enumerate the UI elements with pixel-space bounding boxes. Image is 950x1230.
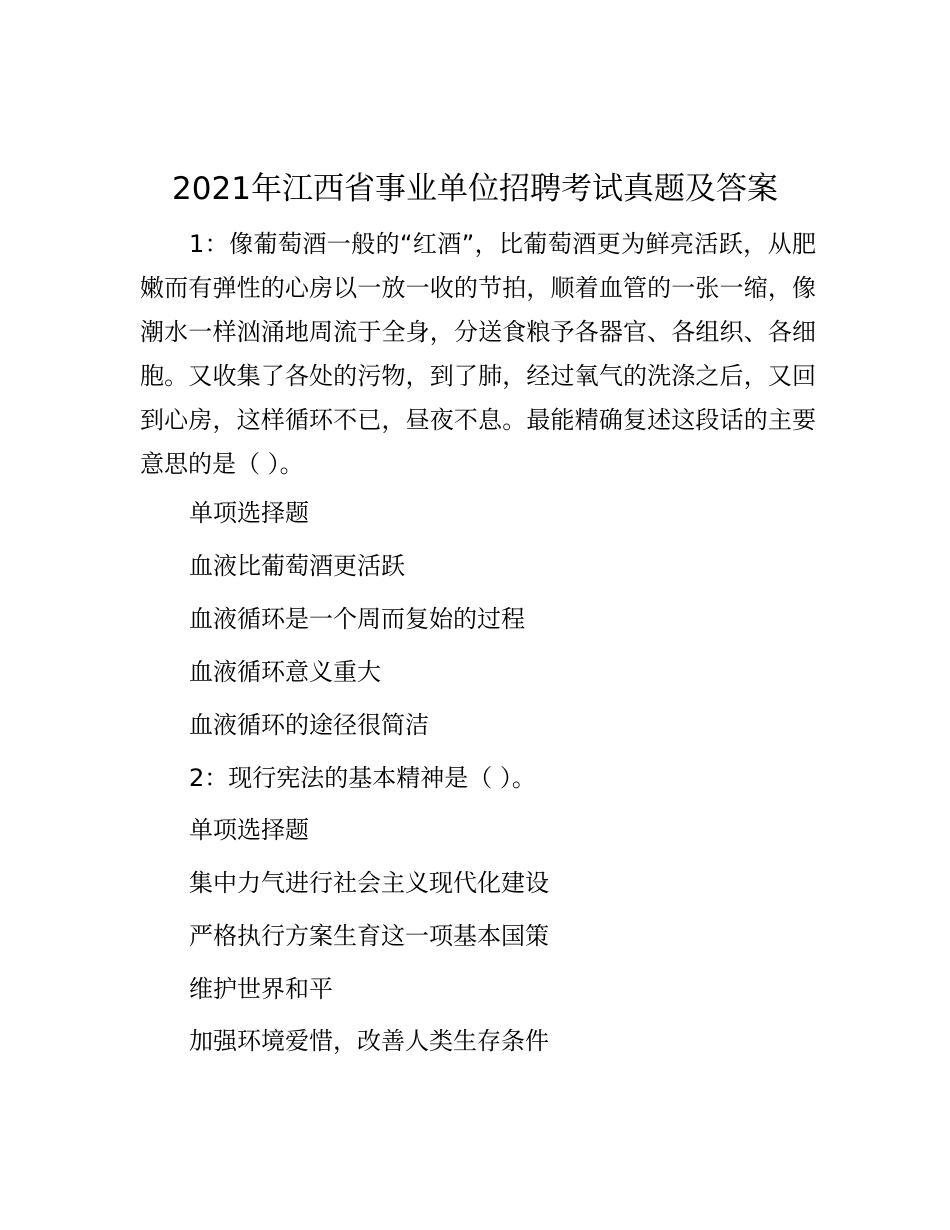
question-2-option-c: 维护世界和平 (189, 975, 333, 1003)
question-2-option-d: 加强环境爱惜，改善人类生存条件 (189, 1027, 549, 1055)
question-1-option-c: 血液循环意义重大 (189, 658, 381, 686)
question-2-option-b: 严格执行方案生育这一项基本国策 (189, 922, 549, 950)
question-2-option-a: 集中力气进行社会主义现代化建设 (189, 869, 549, 897)
document-title: 2021年江西省事业单位招聘考试真题及答案 (172, 171, 778, 207)
question-1-option-b: 血液循环是一个周而复始的过程 (189, 605, 525, 633)
question-1-option-d: 血液循环的途径很简洁 (189, 711, 429, 739)
question-1-stem: 1：像葡萄酒一般的“红酒”，比葡萄酒更为鲜亮活跃，从肥嫩而有弹性的心房以一放一收的节拍，顺着血管的一张一缩，像潮水一样汹涌地周流于全身，分送食粮予各器官、各组织、各细胞。又收集了各处的污物，到了肺，经过氧气的洗涤之后，又回到心房，这样循环不已，昼夜不息。最能精确复述这段话的主要意思的是（ ）。 (140, 230, 816, 478)
question-1-option-a: 血液比葡萄酒更活跃 (189, 552, 405, 580)
question-1-type: 单项选择题 (189, 499, 309, 527)
question-2-stem: 2：现行宪法的基本精神是（ ）。 (189, 764, 536, 792)
question-2-type: 单项选择题 (189, 816, 309, 844)
